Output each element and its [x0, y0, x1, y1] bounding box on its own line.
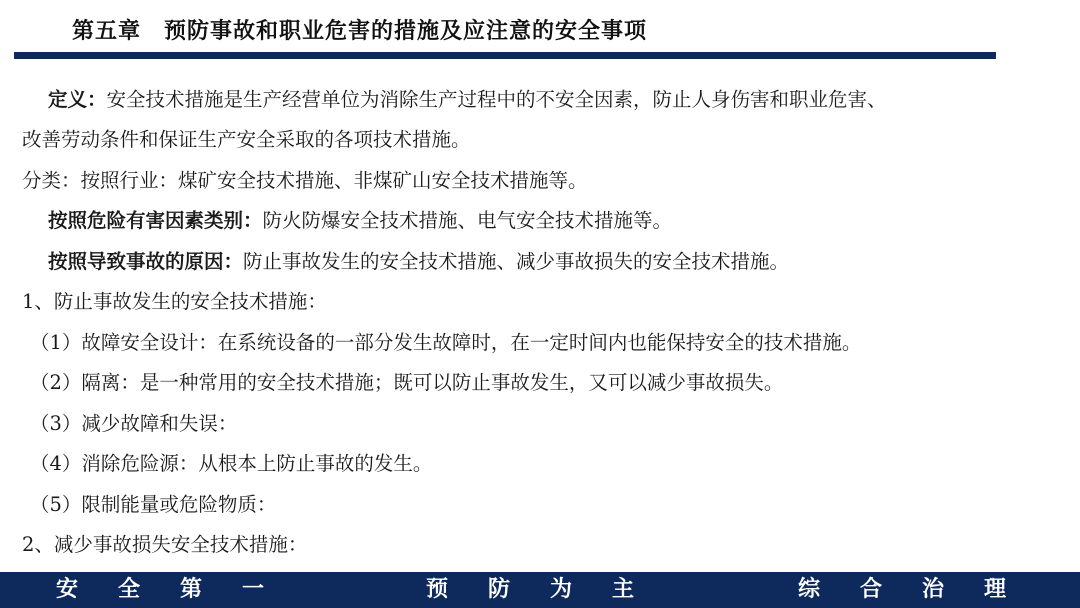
accident-cause-label: 按照导致事故的原因： [48, 250, 244, 273]
slogan-comprehensive-management: 综 合 治 理 [798, 577, 1007, 602]
list-item: （3）减少故障和失误： [30, 412, 238, 435]
footer-banner [0, 572, 1080, 608]
classification-line: 分类：按照行业：煤矿安全技术措施、非煤矿山安全技术措施等。 [22, 169, 588, 192]
list-item: （2）隔离：是一种常用的安全技术措施；既可以防止事故发生，又可以减少事故损失。 [30, 371, 784, 394]
slogan-prevention-first: 预 防 为 主 [426, 577, 635, 602]
hazard-category-label: 按照危险有害因素类别： [48, 209, 263, 232]
accident-cause-line [48, 242, 789, 282]
accident-cause-text: 防止事故发生的安全技术措施、减少事故损失的安全技术措施。 [243, 250, 790, 273]
list-item: （5）限制能量或危险物质： [30, 493, 277, 516]
section-heading-2: 2、减少事故损失安全技术措施： [22, 533, 308, 556]
definition-continuation: 改善劳动条件和保证生产安全采取的各项技术措施。 [22, 128, 471, 151]
hazard-category-line [48, 201, 672, 241]
page-title: 第五章 预防事故和职业危害的措施及应注意的安全事项 [72, 19, 648, 44]
definition-label: 定义： [48, 88, 107, 111]
definition-text: 安全技术措施是生产经营单位为消除生产过程中的不安全因素，防止人身伤害和职业危害、 [106, 88, 887, 111]
definition-line [48, 80, 887, 120]
list-item: （1）故障安全设计：在系统设备的一部分发生故障时，在一定时间内也能保持安全的技术措施。 [30, 331, 862, 354]
title-underline [14, 52, 996, 59]
list-item: （4）消除危险源：从根本上防止事故的发生。 [30, 452, 433, 475]
section-heading-1: 1、防止事故发生的安全技术措施： [22, 290, 327, 313]
slogan-safety-first: 安 全 第 一 [56, 577, 265, 602]
header [0, 0, 1080, 62]
hazard-category-text: 防火防爆安全技术措施、电气安全技术措施等。 [262, 209, 673, 232]
